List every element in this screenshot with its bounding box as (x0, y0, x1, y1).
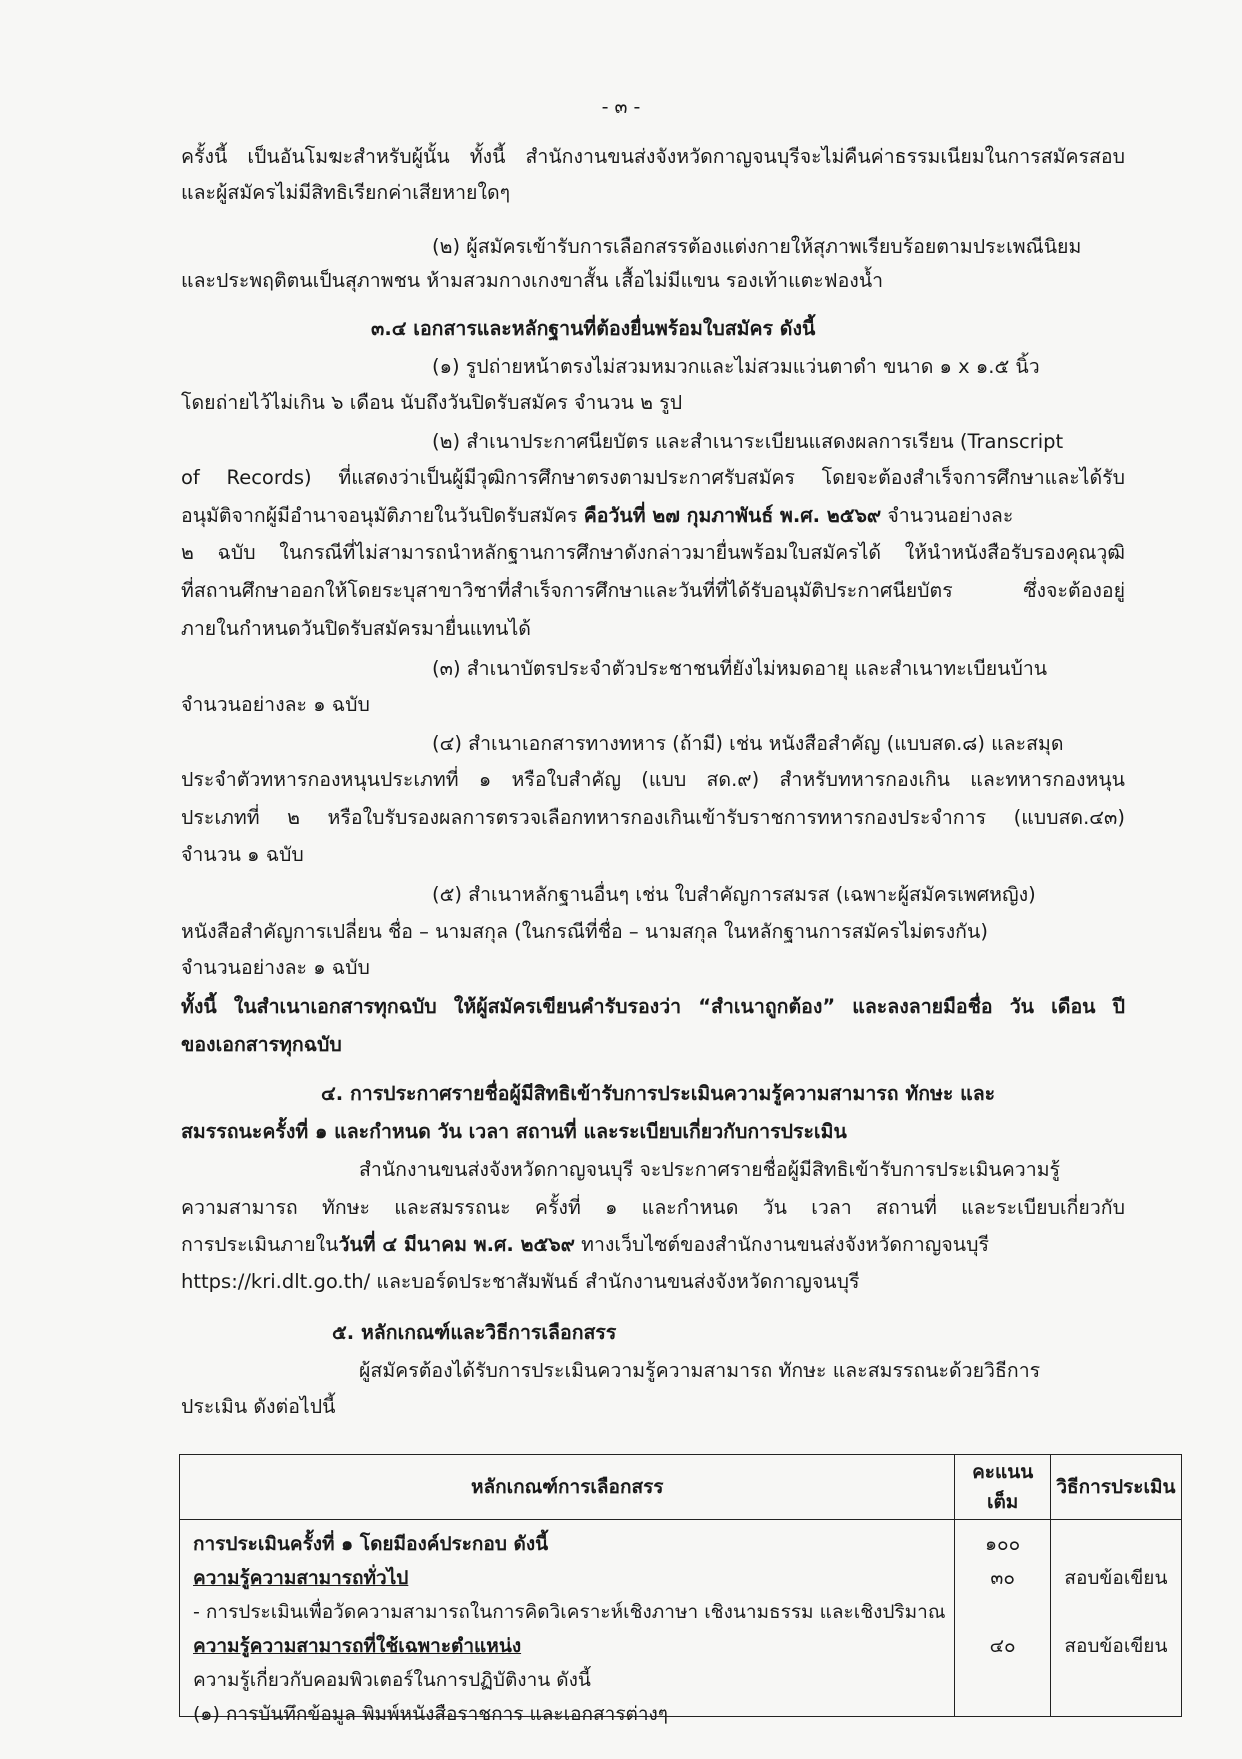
text-run: จำนวนอย่างละ (881, 504, 1014, 527)
paragraph-line: ภายในกำหนดวันปิดรับสมัครมายื่นแทนได้ (181, 617, 531, 640)
criteria-item: ความรู้ความสามารถทั่วไป (193, 1567, 409, 1589)
criteria-cell (181, 1521, 953, 1725)
paragraph-line: จำนวน ๑ ฉบับ (181, 843, 304, 866)
text-run: การประเมินภายใน (181, 1233, 339, 1256)
paragraph-line: ความสามารถ ทักษะ และสมรรถนะ ครั้งที่ ๑ และกำหนด วัน เวลา สถานที่ และระเบียบเกี่ยวกับ (181, 1196, 1125, 1219)
section-4-heading: ๔. การประกาศรายชื่อผู้มีสิทธิเข้ารับการประเมินความรู้ความสามารถ ทักษะ และ (321, 1082, 996, 1105)
score-value (956, 1595, 1048, 1629)
paragraph-line: of Records) ที่แสดงว่าเป็นผู้มีวุฒิการศึกษาตรงตามประกาศรับสมัคร โดยจะต้องสำเร็จการศึกษาและได้รับ (181, 466, 1125, 489)
score-value: ๓๐ (990, 1567, 1015, 1589)
doc-item-1: (๑) รูปถ่ายหน้าตรงไม่สวมหมวกและไม่สวมแว่นตาดำ ขนาด ๑ x ๑.๕ นิ้ว (432, 355, 1040, 378)
certification-note: ของเอกสารทุกฉบับ (181, 1033, 342, 1056)
doc-item-2: (๒) สำเนาประกาศนียบัตร และสำเนาระเบียนแสดงผลการเรียน (Transcript (432, 430, 1064, 453)
table-header-row (180, 1455, 1182, 1520)
website-line: https://kri.dlt.go.th/ และบอร์ดประชาสัมพันธ์ สำนักงานขนส่งจังหวัดกาญจนบุรี (181, 1270, 860, 1293)
paragraph-line: ประเมิน ดังต่อไปนี้ (181, 1395, 336, 1418)
paragraph-line: หนังสือสำคัญการเปลี่ยน ชื่อ – นามสกุล (ในกรณีที่ชื่อ – นามสกุล ในหลักฐานการสมัครไม่ตรงกัน) (181, 920, 988, 943)
method-value: สอบข้อเขียน (1064, 1567, 1168, 1589)
score-value (956, 1697, 1048, 1731)
score-cell (956, 1521, 1048, 1715)
column-header: หลักเกณฑ์การเลือกสรร (180, 1455, 955, 1520)
paragraph-line: จำนวนอย่างละ ๑ ฉบับ (181, 693, 370, 716)
score-value (956, 1663, 1048, 1697)
score-value: ๔๐ (989, 1635, 1016, 1657)
method-cell (1052, 1521, 1180, 1715)
paragraph-line: ประเภทที่ ๒ หรือใบรับรองผลการตรวจเลือกทหารกองเกินเข้ารับราชการทหารกองประจำการ (แบบสด.๔๓) (181, 806, 1125, 829)
deadline-date: คือวันที่ ๒๗ กุมภาพันธ์ พ.ศ. ๒๕๖๙ (583, 504, 882, 527)
table-row (180, 1520, 1182, 1717)
paragraph-line: ที่สถานศึกษาออกให้โดยระบุสาขาวิชาที่สำเร็จการศึกษาและวันที่ที่ได้รับอนุมัติประกาศนียบัตร ซึ่งจะต้องอยู่ (181, 579, 1125, 602)
paragraph-line: ประจำตัวทหารกองหนุนประเภทที่ ๑ หรือใบสำคัญ (แบบ สด.๙) สำหรับทหารกองเกิน และทหารกองหนุน (181, 768, 1125, 791)
paragraph-line: และประพฤติตนเป็นสุภาพชน ห้ามสวมกางเกงขาสั้น เสื้อไม่มีแขน รองเท้าแตะฟองน้ำ (181, 269, 884, 292)
column-header: คะแนนเต็ม (955, 1455, 1050, 1520)
paragraph-line: ครั้งนี้ เป็นอันโมฆะสำหรับผู้นั้น ทั้งนี้ สำนักงานขนส่งจังหวัดกาญจนบุรีจะไม่คืนค่าธรรมเนียมในการสมัครสอบ (181, 145, 1125, 168)
paragraph-line: สำนักงานขนส่งจังหวัดกาญจนบุรี จะประกาศรายชื่อผู้มีสิทธิเข้ารับการประเมินความรู้ (359, 1158, 1061, 1181)
section-3-4-heading: ๓.๔ เอกสารและหลักฐานที่ต้องยื่นพร้อมใบสมัคร ดังนี้ (371, 317, 816, 340)
score-value: ๑๐๐ (985, 1533, 1021, 1555)
method-value (1052, 1697, 1180, 1731)
method-value (1052, 1595, 1180, 1629)
column-header: วิธีการประเมิน (1050, 1455, 1181, 1520)
paragraph-line: จำนวนอย่างละ ๑ ฉบับ (181, 956, 370, 979)
doc-item-5: (๕) สำเนาหลักฐานอื่นๆ เช่น ใบสำคัญการสมรส (เฉพาะผู้สมัครเพศหญิง) (432, 883, 1036, 906)
doc-item-3: (๓) สำเนาบัตรประจำตัวประชาชนที่ยังไม่หมดอายุ และสำเนาทะเบียนบ้าน (432, 657, 1048, 680)
announcement-date: วันที่ ๔ มีนาคม พ.ศ. ๒๕๖๙ (338, 1233, 575, 1256)
page-number: - ๓ - (601, 96, 641, 118)
section-4-heading: สมรรถนะครั้งที่ ๑ และกำหนด วัน เวลา สถานที่ และระเบียบเกี่ยวกับการประเมิน (181, 1120, 847, 1143)
paragraph-line: ๒ ฉบับ ในกรณีที่ไม่สามารถนำหลักฐานการศึกษาดังกล่าวมายื่นพร้อมใบสมัครได้ ให้นำหนังสือรับรองคุณวุฒิ (181, 541, 1125, 564)
paragraph-line: โดยถ่ายไว้ไม่เกิน ๖ เดือน นับถึงวันปิดรับสมัคร จำนวน ๒ รูป (181, 391, 683, 414)
method-value (1052, 1663, 1180, 1697)
text-run: ทางเว็บไซต์ของสำนักงานขนส่งจังหวัดกาญจนบุรี (574, 1233, 989, 1256)
paragraph-line (181, 1232, 989, 1258)
section-5-heading: ๕. หลักเกณฑ์และวิธีการเลือกสรร (332, 1321, 617, 1344)
paragraph-line (181, 503, 1013, 529)
paragraph-line: ผู้สมัครต้องได้รับการประเมินความรู้ความสามารถ ทักษะ และสมรรถนะด้วยวิธีการ (359, 1359, 1041, 1382)
criteria-item: การประเมินครั้งที่ ๑ โดยมีองค์ประกอบ ดังนี้ (193, 1533, 549, 1555)
method-value (1052, 1527, 1180, 1561)
text-run: อนุมัติจากผู้มีอำนาจอนุมัติภายในวันปิดรับสมัคร (181, 504, 584, 527)
criteria-item: ความรู้เกี่ยวกับคอมพิวเตอร์ในการปฏิบัติงาน ดังนี้ (193, 1669, 591, 1691)
criteria-item: ความรู้ความสามารถที่ใช้เฉพาะตำแหน่ง (193, 1635, 522, 1657)
criteria-item: (๑) การบันทึกข้อมูล พิมพ์หนังสือราชการ และเอกสารต่างๆ (193, 1703, 669, 1725)
paragraph-line: และผู้สมัครไม่มีสิทธิเรียกค่าเสียหายใดๆ (181, 181, 511, 204)
doc-item-4: (๔) สำเนาเอกสารทางทหาร (ถ้ามี) เช่น หนังสือสำคัญ (แบบสด.๘) และสมุด (432, 732, 1064, 755)
paragraph-line: (๒) ผู้สมัครเข้ารับการเลือกสรรต้องแต่งกายให้สุภาพเรียบร้อยตามประเพณีนิยม (432, 235, 1082, 258)
criteria-item: - การประเมินเพื่อวัดความสามารถในการคิดวิเคราะห์เชิงภาษา เชิงนามธรรม และเชิงปริมาณ (193, 1601, 946, 1623)
selection-criteria-table (179, 1454, 1182, 1725)
certification-note: ทั้งนี้ ในสำเนาเอกสารทุกฉบับ ให้ผู้สมัครเขียนคำรับรองว่า “สำเนาถูกต้อง” และลงลายมือชื่อ วัน เดือน ปี (181, 995, 1125, 1018)
method-value: สอบข้อเขียน (1064, 1635, 1168, 1657)
